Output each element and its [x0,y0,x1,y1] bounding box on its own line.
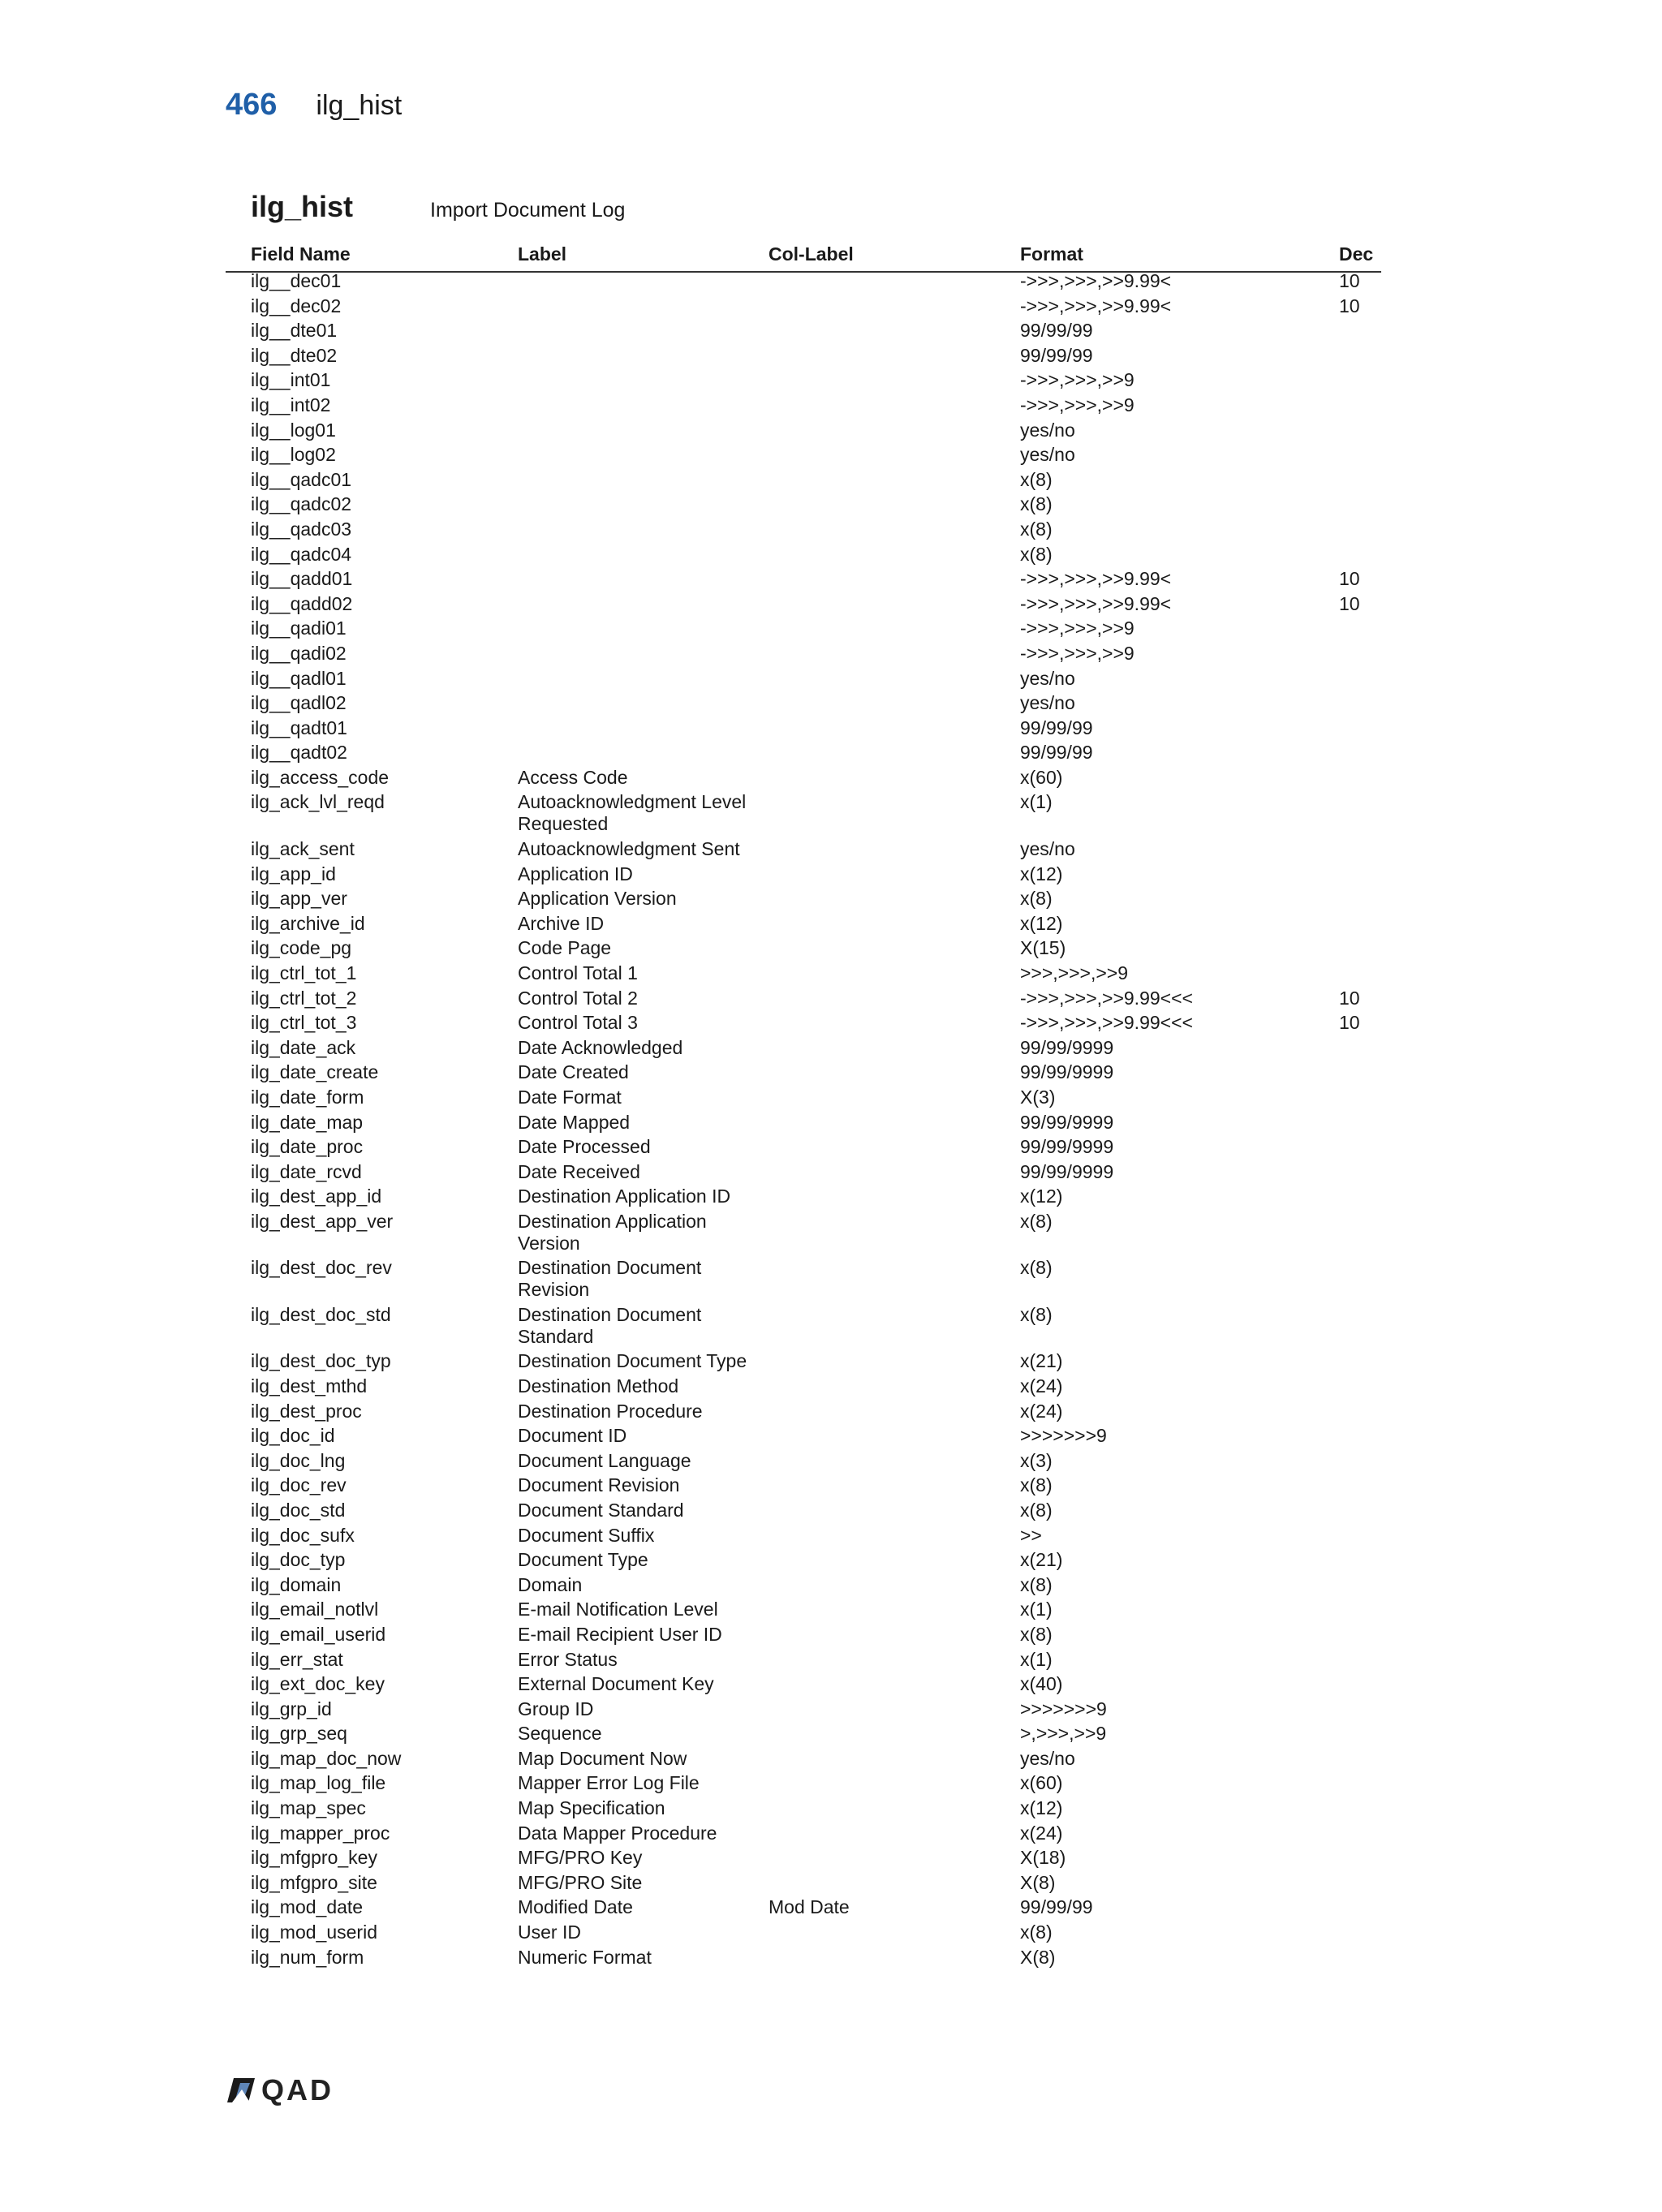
page-number: 466 [226,88,278,122]
format-cell: x(12) [1020,1797,1063,1819]
table-row [0,1597,1662,1622]
format-cell: 99/99/99 [1020,1896,1093,1918]
field-name-cell: ilg_app_id [251,863,336,884]
table-row [0,492,1662,517]
label-cell: Numeric Format [518,1946,652,1968]
table-row [0,368,1662,393]
format-cell: X(8) [1020,1871,1056,1893]
format-cell: x(8) [1020,888,1053,910]
field-name-cell: ilg_mapper_proc [251,1822,390,1844]
field-name-cell: ilg_mod_date [251,1896,364,1918]
format-cell: x(8) [1020,1623,1053,1645]
table-row [0,1423,1662,1448]
label-cell: Mapper Error Log File [518,1772,700,1794]
footer-logo [226,2073,334,2107]
label-cell: Application Version [518,888,677,910]
format-cell: x(8) [1020,1257,1053,1279]
field-name-cell: ilg__qadc02 [251,493,352,515]
table-row [0,269,1662,294]
format-cell: x(12) [1020,912,1063,934]
field-name-cell: ilg__qadd02 [251,592,353,614]
table-row [0,1160,1662,1185]
format-cell: X(8) [1020,1946,1056,1968]
label-cell: Domain [518,1573,583,1595]
field-name-cell: ilg_access_code [251,766,390,788]
label-cell: Archive ID [518,912,605,934]
field-name-cell: ilg__log02 [251,444,336,466]
dec-cell: 10 [1339,1012,1360,1034]
table-row [0,1302,1662,1349]
field-name-cell: ilg_ctrl_tot_1 [251,962,357,983]
label-cell: E-mail Notification Level [518,1599,718,1620]
table-row [0,318,1662,343]
table-row [0,467,1662,493]
label-cell: Control Total 3 [518,1012,638,1034]
table-row [0,1255,1662,1302]
format-cell: 99/99/9999 [1020,1111,1114,1133]
table-row [0,1622,1662,1647]
field-name-cell: ilg_ext_doc_key [251,1673,385,1695]
field-name-cell: ilg__dte01 [251,320,338,342]
field-name-cell: ilg_grp_id [251,1698,332,1719]
field-name-cell: ilg_dest_doc_rev [251,1257,392,1279]
table-row [0,1870,1662,1896]
format-cell: x(21) [1020,1350,1063,1372]
format-cell: x(12) [1020,863,1063,884]
table-row [0,986,1662,1011]
label-cell: MFG/PRO Key [518,1847,643,1869]
format-cell: ->>>,>>>,>>9.99< [1020,568,1172,590]
logo-text: QAD [261,2073,334,2107]
format-cell: x(21) [1020,1549,1063,1571]
field-name-cell: ilg_email_userid [251,1623,386,1645]
format-cell: yes/no [1020,837,1075,859]
table-row [0,1448,1662,1474]
field-name-cell: ilg_num_form [251,1946,364,1968]
field-name-cell: ilg_map_log_file [251,1772,386,1794]
dec-cell: 10 [1339,568,1360,590]
label-cell: Map Specification [518,1797,665,1819]
field-name-cell: ilg_domain [251,1573,342,1595]
label-cell: Date Mapped [518,1111,631,1133]
format-cell: x(8) [1020,1303,1053,1325]
table-row [0,1721,1662,1746]
format-cell: x(12) [1020,1186,1063,1207]
table-row [0,716,1662,741]
table-row [0,1920,1662,1945]
label-cell: Error Status [518,1648,618,1670]
format-cell: X(18) [1020,1847,1066,1869]
table-row [0,1010,1662,1035]
field-name-cell: ilg_code_pg [251,937,352,959]
col-label-cell: Mod Date [769,1896,850,1918]
table-row [0,1035,1662,1061]
format-cell: ->>>,>>>,>>9.99< [1020,295,1172,316]
label-cell: Autoacknowledgment Level Requested [518,791,747,835]
dec-cell: 10 [1339,592,1360,614]
table-row [0,1184,1662,1209]
table-row [0,517,1662,542]
field-name-cell: ilg_dest_app_ver [251,1210,394,1232]
field-name-cell: ilg__qadl02 [251,692,347,714]
table-description: Import Document Log [430,199,626,222]
field-name-cell: ilg_dest_proc [251,1400,362,1422]
table-row [0,862,1662,887]
table-row [0,616,1662,641]
format-cell: yes/no [1020,419,1075,441]
label-cell: Document ID [518,1425,627,1447]
format-cell: ->>>,>>>,>>9.99<<< [1020,1012,1193,1034]
table-row [0,1374,1662,1399]
table-row [0,1945,1662,1970]
table-row [0,1573,1662,1598]
label-cell: Destination Document Standard [518,1303,702,1347]
field-name-cell: ilg_map_doc_now [251,1747,402,1769]
header-format: Format [1020,243,1083,265]
field-table [0,269,1662,1969]
label-cell: Date Acknowledged [518,1036,683,1058]
field-name-cell: ilg__qadl01 [251,667,347,689]
table-row [0,343,1662,368]
format-cell: yes/no [1020,692,1075,714]
field-name-cell: ilg_ack_sent [251,837,355,859]
table-row [0,393,1662,418]
table-row [0,1349,1662,1374]
field-name-cell: ilg_ctrl_tot_2 [251,987,357,1009]
format-cell: x(8) [1020,1474,1053,1496]
label-cell: Destination Application Version [518,1210,707,1254]
field-name-cell: ilg__qadt02 [251,742,347,764]
table-row [0,1821,1662,1846]
field-name-cell: ilg__qadc01 [251,468,352,490]
label-cell: Document Revision [518,1474,680,1496]
label-cell: Autoacknowledgment Sent [518,837,740,859]
label-cell: Control Total 2 [518,987,638,1009]
format-cell: x(1) [1020,1599,1053,1620]
header-field-name: Field Name [251,243,351,265]
field-name-cell: ilg_archive_id [251,912,365,934]
field-name-cell: ilg_app_ver [251,888,347,910]
table-row [0,691,1662,716]
format-cell: x(40) [1020,1673,1063,1695]
table-row [0,1746,1662,1771]
label-cell: Map Document Now [518,1747,687,1769]
field-name-cell: ilg_mfgpro_site [251,1871,377,1893]
format-cell: X(15) [1020,937,1066,959]
field-name-cell: ilg_ctrl_tot_3 [251,1012,357,1034]
table-row [0,936,1662,961]
format-cell: ->>>,>>>,>>9.99< [1020,270,1172,291]
dec-cell: 10 [1339,987,1360,1009]
format-cell: 99/99/9999 [1020,1136,1114,1158]
table-row [0,1796,1662,1821]
table-row [0,592,1662,617]
field-name-cell: ilg_doc_lng [251,1449,346,1471]
label-cell: Document Type [518,1549,648,1571]
format-cell: 99/99/99 [1020,344,1093,366]
field-name-cell: ilg_ack_lvl_reqd [251,791,385,813]
table-name: ilg_hist [251,190,354,223]
format-cell: x(8) [1020,543,1053,565]
field-name-cell: ilg__int02 [251,394,331,415]
table-row [0,442,1662,467]
header-col-label: Col-Label [769,243,854,265]
field-name-cell: ilg_date_map [251,1111,364,1133]
label-cell: Destination Method [518,1375,679,1396]
format-cell: yes/no [1020,444,1075,466]
table-row [0,566,1662,592]
label-cell: Date Format [518,1086,622,1108]
field-name-cell: ilg__qadi02 [251,642,347,664]
field-name-cell: ilg_grp_seq [251,1723,347,1745]
label-cell: Document Suffix [518,1524,655,1546]
label-cell: Application ID [518,863,633,884]
format-cell: X(3) [1020,1086,1056,1108]
field-name-cell: ilg__qadc04 [251,543,352,565]
format-cell: >,>>>,>>9 [1020,1723,1107,1745]
field-name-cell: ilg_doc_sufx [251,1524,355,1546]
table-row [0,837,1662,862]
table-row [0,1399,1662,1424]
table-row [0,1498,1662,1523]
format-cell: x(8) [1020,468,1053,490]
format-cell: ->>>,>>>,>>9 [1020,394,1135,415]
field-name-cell: ilg__qadc03 [251,518,352,540]
label-cell: Destination Document Type [518,1350,747,1372]
table-row [0,666,1662,691]
format-cell: x(8) [1020,1210,1053,1232]
table-title [251,190,625,224]
field-name-cell: ilg__qadt01 [251,717,347,738]
table-row [0,886,1662,911]
field-name-cell: ilg__dec02 [251,295,342,316]
label-cell: External Document Key [518,1673,714,1695]
table-row [0,1647,1662,1672]
field-name-cell: ilg_doc_id [251,1425,335,1447]
table-row [0,1134,1662,1160]
label-cell: Document Standard [518,1499,684,1521]
label-cell: Group ID [518,1698,594,1719]
label-cell: Date Processed [518,1136,651,1158]
format-cell: x(8) [1020,1573,1053,1595]
format-cell: yes/no [1020,667,1075,689]
table-row [0,1209,1662,1256]
format-cell: ->>>,>>>,>>9.99< [1020,592,1172,614]
field-name-cell: ilg_doc_std [251,1499,346,1521]
format-cell: x(60) [1020,1772,1063,1794]
table-row [0,765,1662,790]
table-row [0,961,1662,986]
page-header [226,88,402,128]
table-row [0,1697,1662,1722]
label-cell: Data Mapper Procedure [518,1822,717,1844]
label-cell: Code Page [518,937,612,959]
field-name-cell: ilg_date_proc [251,1136,364,1158]
field-name-cell: ilg_dest_doc_std [251,1303,391,1325]
field-name-cell: ilg_doc_rev [251,1474,347,1496]
format-cell: ->>>,>>>,>>9 [1020,642,1135,664]
label-cell: Date Created [518,1061,629,1083]
field-name-cell: ilg_doc_typ [251,1549,346,1571]
field-name-cell: ilg__log01 [251,419,336,441]
field-name-cell: ilg_date_ack [251,1036,356,1058]
field-name-cell: ilg_date_form [251,1086,364,1108]
header-dec: Dec [1339,243,1374,265]
label-cell: User ID [518,1922,581,1943]
label-cell: Access Code [518,766,628,788]
format-cell: ->>>,>>>,>>9.99<<< [1020,987,1193,1009]
format-cell: 99/99/99 [1020,742,1093,764]
format-cell: 99/99/9999 [1020,1061,1114,1083]
header-label: Label [518,243,567,265]
format-cell: x(1) [1020,1648,1053,1670]
field-name-cell: ilg_mfgpro_key [251,1847,377,1869]
field-name-cell: ilg_date_create [251,1061,379,1083]
table-row [0,911,1662,936]
label-cell: Destination Procedure [518,1400,703,1422]
format-cell: x(24) [1020,1400,1063,1422]
format-cell: >>>>>>>9 [1020,1425,1107,1447]
format-cell: ->>>,>>>,>>9 [1020,618,1135,639]
table-row [0,1547,1662,1573]
table-row [0,1895,1662,1920]
table-row [0,1845,1662,1870]
table-row [0,790,1662,837]
format-cell: >>>,>>>,>>9 [1020,962,1129,983]
format-cell: x(8) [1020,1922,1053,1943]
label-cell: Modified Date [518,1896,633,1918]
label-cell: Destination Application ID [518,1186,731,1207]
label-cell: Sequence [518,1723,602,1745]
table-row [0,1672,1662,1697]
format-cell: 99/99/9999 [1020,1036,1114,1058]
field-name-cell: ilg__qadd01 [251,568,353,590]
label-cell: Date Received [518,1160,640,1182]
dec-cell: 10 [1339,295,1360,316]
format-cell: x(1) [1020,791,1053,813]
field-name-cell: ilg_dest_app_id [251,1186,382,1207]
table-row [0,294,1662,319]
field-name-cell: ilg__qadi01 [251,618,347,639]
label-cell: E-mail Recipient User ID [518,1623,722,1645]
dec-cell: 10 [1339,270,1360,291]
format-cell: ->>>,>>>,>>9 [1020,369,1135,391]
field-name-cell: ilg_err_stat [251,1648,343,1670]
table-row [0,641,1662,666]
format-cell: 99/99/99 [1020,717,1093,738]
format-cell: x(24) [1020,1822,1063,1844]
format-cell: x(60) [1020,766,1063,788]
label-cell: Destination Document Revision [518,1257,702,1301]
format-cell: yes/no [1020,1747,1075,1769]
format-cell: x(8) [1020,493,1053,515]
field-name-cell: ilg_date_rcvd [251,1160,362,1182]
field-name-cell: ilg_mod_userid [251,1922,377,1943]
table-row [0,1085,1662,1110]
table-row [0,1473,1662,1498]
field-name-cell: ilg_dest_mthd [251,1375,368,1396]
label-cell: Document Language [518,1449,691,1471]
format-cell: x(8) [1020,518,1053,540]
format-cell: x(24) [1020,1375,1063,1396]
format-cell: x(8) [1020,1499,1053,1521]
table-row [0,740,1662,765]
qad-logo-icon [226,2076,256,2104]
table-row [0,418,1662,443]
table-row [0,542,1662,567]
format-cell: >> [1020,1524,1042,1546]
running-header-title: ilg_hist [316,90,403,121]
field-name-cell: ilg__dec01 [251,270,342,291]
table-row [0,1523,1662,1548]
field-name-cell: ilg_dest_doc_typ [251,1350,391,1372]
table-row [0,1771,1662,1796]
format-cell: 99/99/9999 [1020,1160,1114,1182]
format-cell: 99/99/99 [1020,320,1093,342]
field-name-cell: ilg__dte02 [251,344,338,366]
field-name-cell: ilg_map_spec [251,1797,366,1819]
label-cell: Control Total 1 [518,962,638,983]
format-cell: x(3) [1020,1449,1053,1471]
field-name-cell: ilg__int01 [251,369,331,391]
table-row [0,1060,1662,1085]
field-name-cell: ilg_email_notlvl [251,1599,379,1620]
label-cell: MFG/PRO Site [518,1871,643,1893]
format-cell: >>>>>>>9 [1020,1698,1107,1719]
table-row [0,1110,1662,1135]
